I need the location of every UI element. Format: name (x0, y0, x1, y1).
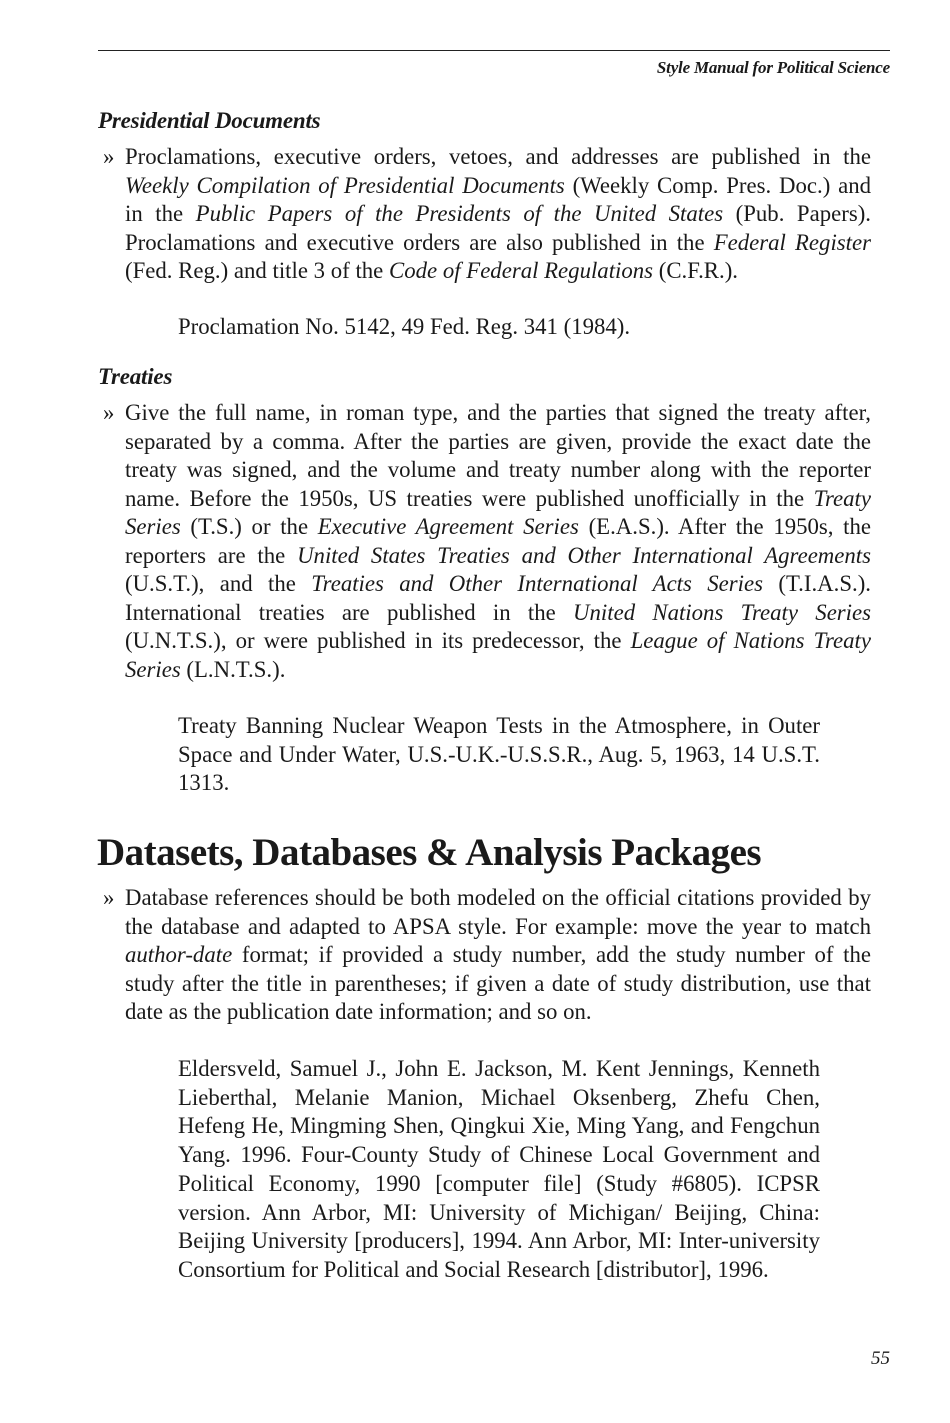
section-heading-datasets: Datasets, Databases & Analysis Packages (97, 831, 762, 874)
datasets-paragraph: Database references should be both modeled on the official citations provided by the database and adapted to APSA style. For example: move the year to match author-date format; if provided a study number, add the study number of the study after the title in parentheses; if given a date of study distribution, use that date as the publication date information; and so on. (125, 885, 871, 1024)
presidential-example: Proclamation No. 5142, 49 Fed. Reg. 341 (1984). (178, 314, 631, 339)
presidential-paragraph: Proclamations, executive orders, vetoes, and addresses are published in the Weekly Compilation of Presidential Documents (Weekly Comp. Pres. Doc.) and in the Public Papers of the Presidents of the United States (Pub. Papers). Proclamations and executive orders are also published in the Federal Register (Fed. Reg.) and title 3 of the Code of Federal Regulations (C.F.R.). (125, 144, 871, 283)
bullet-marker: » (103, 885, 115, 910)
treaties-paragraph: Give the full name, in roman type, and the parties that signed the treaty after, separated by a comma. After the parties are given, provide the exact date the treaty was signed, and the volume and treaty number along with the reporter name. Before the 1950s, US treaties were published unofficially in the Treaty Series (T.S.) or the Executive Agreement Series (E.A.S.). After the 1950s, the reporters are the United States Treaties and Other International Agreements (U.S.T.), and the Treaties and Other International Acts Series (T.I.A.S.). International treaties are published in the United Nations Treaty Series (U.N.T.S.), or were published in its predecessor, the League of Nations Treaty Series (L.N.T.S.). (125, 400, 872, 682)
running-head: Style Manual for Political Science (656, 58, 890, 77)
page-number: 55 (871, 1348, 890, 1369)
section-heading-presidential-documents: Presidential Documents (98, 108, 321, 133)
section-heading-treaties: Treaties (98, 364, 173, 389)
datasets-example: Eldersveld, Samuel J., John E. Jackson, M. Kent Jennings, Kenneth Lieberthal, Melanie Manion, Michael Oksenberg, Zhefu Chen, Hefeng He, Mingming Shen, Qingkui Xie, Ming Yang, and Fengchun Yang. 1996. Four-County Study of Chinese Local Government and Political Economy, 1990 [computer file] (Study #6805). ICPSR version. Ann Arbor, MI: University of Michigan/ Beijing, China: Beijing University [producers], 1994. Ann Arbor, MI: Inter-university Consortium for Political and Social Research [distributor], 1996. (178, 1056, 820, 1282)
treaties-example: Treaty Banning Nuclear Weapon Tests in the Atmosphere, in Outer Space and Under Water, U.S.-U.K.-U.S.S.R., Aug. 5, 1963, 14 U.S.T. 1313. (178, 713, 820, 796)
bullet-marker: » (103, 400, 115, 425)
header-rule (98, 50, 890, 51)
bullet-marker: » (103, 144, 115, 169)
